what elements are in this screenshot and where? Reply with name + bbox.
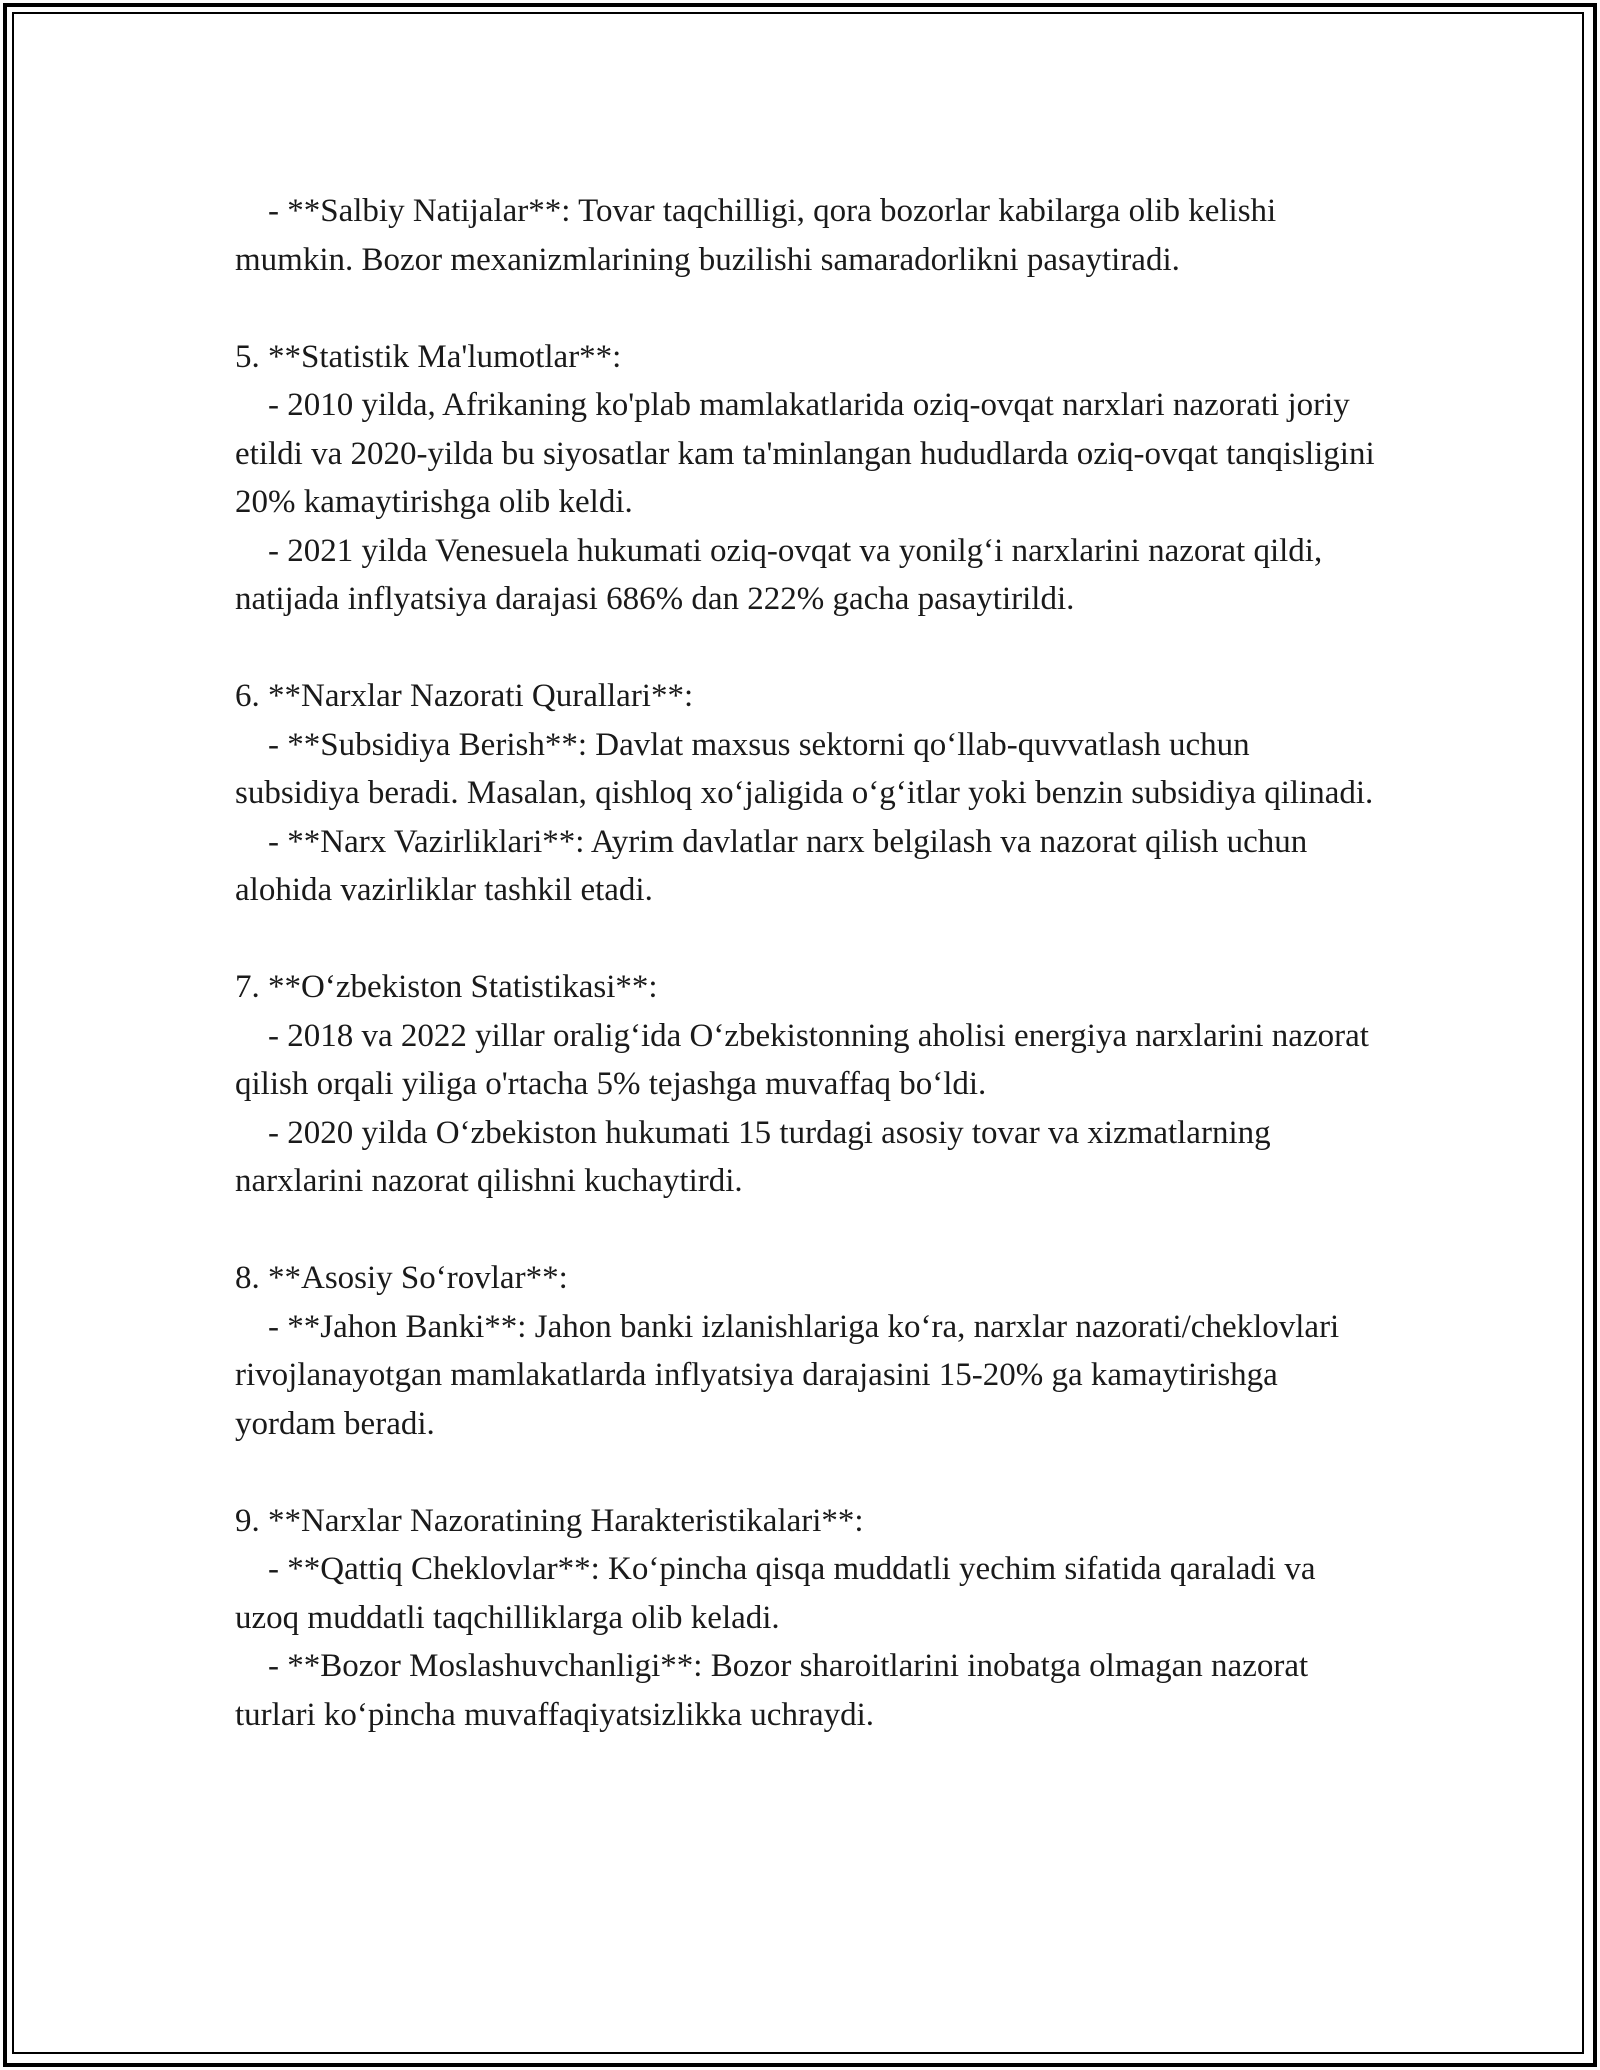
paragraph-narx-vazirliklari: - **Narx Vazirliklari**: Ayrim davlatlar narx belgilash va nazorat qilish uchun alohida vazirliklar tashkil etadi. [235, 823, 1316, 908]
paragraph-gap [235, 624, 1375, 673]
paragraph-afrika-2010: - 2010 yilda, Afrikaning ko'plab mamlakatlarida oziq-ovqat narxlari nazorati joriy etildi va 2020-yilda bu siyosatlar kam ta'minlangan hududlarda oziq-ovqat tanqisligini 20% kamaytirishga olib keldi. [235, 387, 1383, 520]
paragraph-venesuela-2021: - 2021 yilda Venesuela hukumati oziq-ovqat va yonilg‘i narxlarini nazorat qildi, natijada inflyatsiya darajasi 686% dan 222% gacha pasaytirildi. [235, 532, 1331, 617]
heading-ozbekiston-statistikasi: 7. **O‘zbekiston Statistikasi**: [235, 969, 658, 1005]
paragraph-bozor-moslashuvchanligi: - **Bozor Moslashuvchanligi**: Bozor sharoitlarini inobatga olmagan nazorat turlari ko‘pincha muvaffaqiyatsizlikka uchraydi. [235, 1648, 1317, 1733]
heading-asosiy-sorovlar: 8. **Asosiy So‘rovlar**: [235, 1260, 568, 1296]
paragraph-jahon-banki: - **Jahon Banki**: Jahon banki izlanishlariga ko‘ra, narxlar nazorati/cheklovlari rivojlanayotgan mamlakatlarda inflyatsiya darajasini 15-20% ga kamaytirishga yordam beradi. [235, 1308, 1348, 1442]
paragraph-gap [235, 284, 1375, 333]
paragraph-energiya-2018-2022: - 2018 va 2022 yillar oralig‘ida O‘zbekistonning aholisi energiya narxlarini nazorat qilish orqali yiliga o'rtacha 5% tejashga muvaffaq bo‘ldi. [235, 1017, 1378, 1102]
paragraph-gap [235, 915, 1375, 964]
heading-statistik-malumotlar: 5. **Statistik Ma'lumotlar**: [235, 338, 622, 375]
paragraph-gap [235, 1206, 1375, 1255]
paragraph-qattiq-cheklovlar: - **Qattiq Cheklovlar**: Ko‘pincha qisqa muddatli yechim sifatida qaraladi va uzoq muddatli taqchilliklarga olib keladi. [235, 1551, 1324, 1636]
paragraph-salbiy-natijalar: - **Salbiy Natijalar**: Tovar taqchilligi, qora bozorlar kabilarga olib kelishi mumkin. Bozor mexanizmlarining buzilishi samaradorlikni pasaytiradi. [235, 193, 1285, 278]
heading-narxlar-nazorati-qurallari: 6. **Narxlar Nazorati Qurallari**: [235, 678, 694, 714]
heading-narxlar-nazoratining-harakteristikalari: 9. **Narxlar Nazoratining Harakteristikalari**: [235, 1502, 864, 1539]
paragraph-gap [235, 1448, 1375, 1497]
document-body [235, 187, 1383, 1739]
paragraph-subsidiya-berish: - **Subsidiya Berish**: Davlat maxsus sektorni qo‘llab-quvvatlash uchun subsidiya beradi. Masalan, qishloq xo‘jaligida o‘g‘itlar yoki benzin subsidiya qilinadi. [235, 726, 1374, 811]
paragraph-hukumat-2020: - 2020 yilda O‘zbekiston hukumati 15 turdagi asosiy tovar va xizmatlarning narxlarini nazorat qilishni kuchaytirdi. [235, 1114, 1279, 1199]
